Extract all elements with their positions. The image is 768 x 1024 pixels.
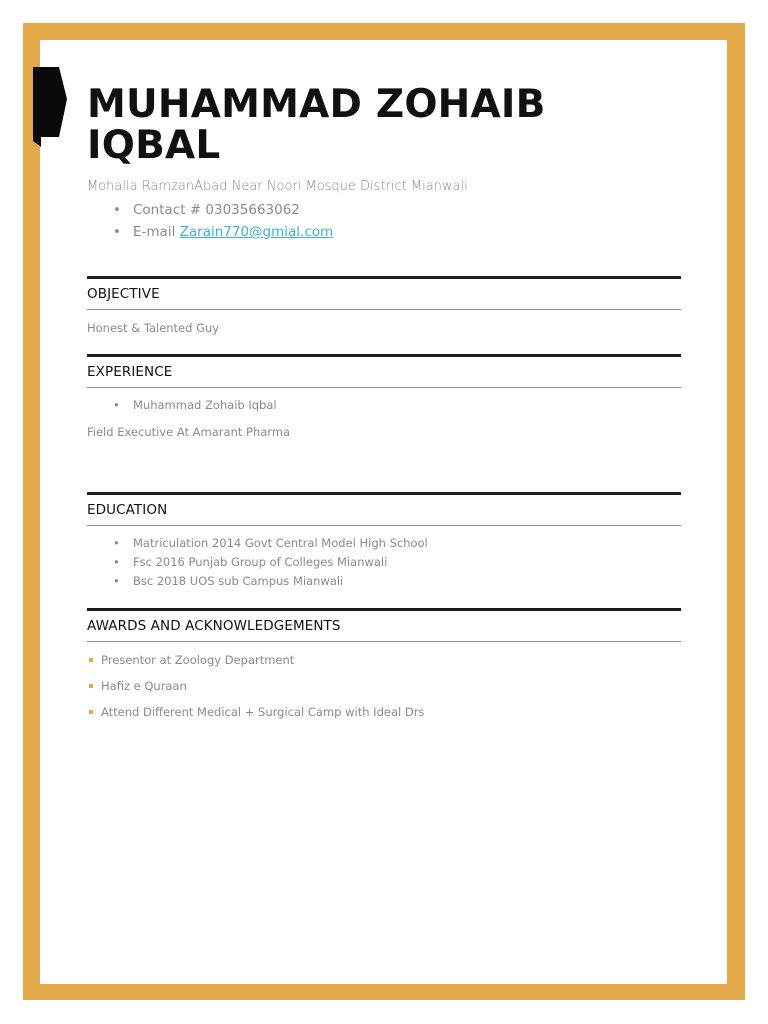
bullet-icon: • [113, 224, 121, 240]
header-tab-marker [33, 67, 67, 147]
square-bullet-icon [89, 710, 93, 714]
bullet-icon: • [113, 574, 120, 588]
experience-text: Field Executive At Amarant Pharma [87, 425, 291, 439]
address-line: Mohalla RamzanAbad Near Noori Mosque District Mianwali [87, 179, 468, 194]
contact-email-item [87, 221, 333, 243]
contact-list [87, 199, 333, 243]
email-label: E-mail [133, 224, 180, 240]
list-item [87, 396, 681, 415]
list-item-text: Presentor at Zoology Department [101, 653, 295, 667]
awards-heading: AWARDS AND ACKNOWLEDGEMENTS [87, 618, 341, 634]
awards-section [87, 608, 681, 725]
email-link[interactable]: Zarain770@gmial.com [179, 224, 334, 240]
square-bullet-icon [89, 658, 93, 662]
education-heading: EDUCATION [87, 502, 168, 518]
list-item [87, 534, 681, 553]
section-rule-thin [87, 525, 681, 526]
objective-text: Honest & Talented Guy [87, 321, 220, 335]
list-item-text: Hafiz e Quraan [101, 679, 187, 693]
section-rule-thin [87, 309, 681, 310]
list-item [87, 572, 681, 591]
list-item-text: Bsc 2018 UOS sub Campus Mianwali [133, 574, 344, 588]
list-item [87, 553, 681, 572]
awards-list [87, 647, 681, 725]
contact-phone: Contact # 03035663062 [133, 202, 300, 218]
candidate-name: MUHAMMAD ZOHAIB IQBAL [87, 82, 546, 168]
bullet-icon: • [113, 536, 120, 550]
objective-section [87, 276, 681, 335]
list-item-text: Matriculation 2014 Govt Central Model High School [133, 536, 428, 550]
square-bullet-icon [89, 684, 93, 688]
list-item-text: Fsc 2016 Punjab Group of Colleges Mianwali [133, 555, 388, 569]
contact-phone-item [87, 199, 333, 221]
education-section [87, 492, 681, 591]
list-item-text: Muhammad Zohaib Iqbal [133, 398, 277, 412]
bullet-icon: • [113, 398, 120, 412]
objective-heading: OBJECTIVE [87, 286, 160, 302]
bullet-icon: • [113, 555, 120, 569]
education-list [87, 534, 681, 591]
list-item [87, 699, 681, 725]
section-rule-thin [87, 641, 681, 642]
bullet-icon: • [113, 202, 121, 218]
experience-heading: EXPERIENCE [87, 364, 173, 380]
section-rule-thin [87, 387, 681, 388]
list-item [87, 673, 681, 699]
list-item-text: Attend Different Medical + Surgical Camp with Ideal Drs [101, 705, 425, 719]
experience-list [87, 396, 681, 415]
experience-section [87, 354, 681, 439]
list-item [87, 647, 681, 673]
